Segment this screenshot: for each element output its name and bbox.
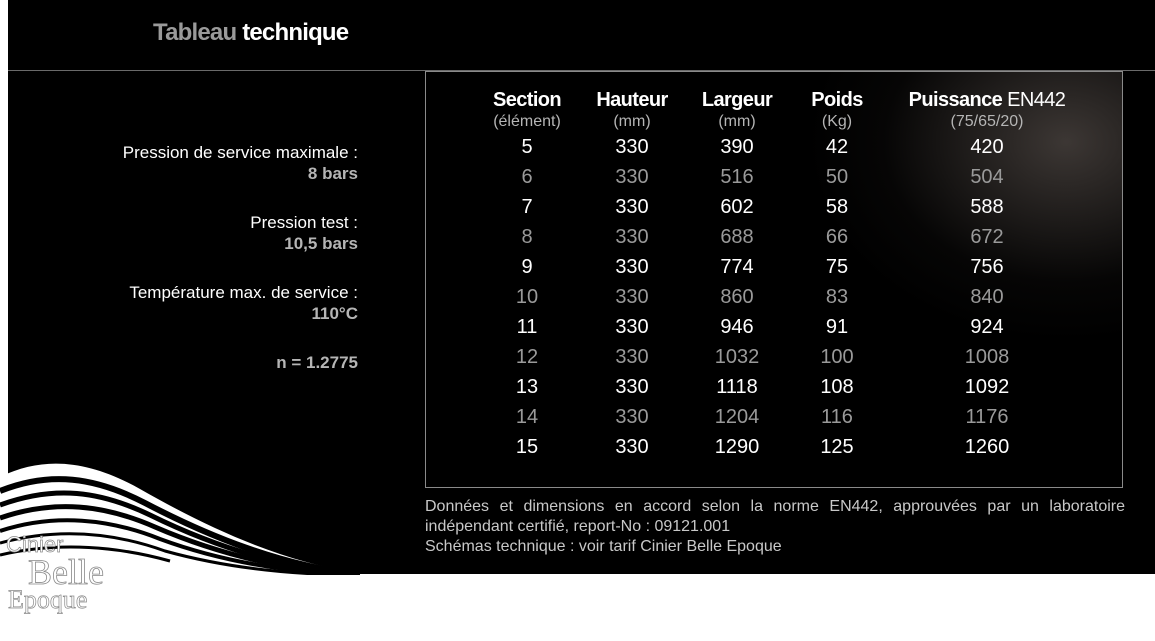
table-cell-largeur: 688 (720, 226, 754, 248)
column-unit: (Kg) (821, 113, 853, 130)
column-unit: (75/65/20) (950, 113, 1024, 130)
table-cell-puissance: 420 (970, 136, 1004, 158)
table-cell-hauteur: 330 (615, 376, 649, 398)
footnote-line: indépendant certifié, report-No : 09121.001 (425, 518, 731, 535)
column-header-poids: Poids (811, 89, 863, 111)
table-cell-puissance: 756 (970, 256, 1004, 278)
table-cell-puissance: 840 (970, 286, 1004, 308)
table-cell-largeur: 1032 (714, 346, 760, 368)
table-row (474, 192, 1090, 222)
technical-table-box (425, 71, 1123, 488)
table-cell-poids: 58 (825, 196, 849, 218)
column-header-puissance-suffix: EN442 (1007, 89, 1066, 111)
table-cell-largeur: 860 (720, 286, 754, 308)
table-row (474, 402, 1090, 432)
table-cell-largeur: 1290 (714, 436, 760, 458)
table-cell-poids: 42 (825, 136, 849, 158)
spec-max-temperature (38, 282, 358, 324)
table-cell-poids: 108 (820, 376, 854, 398)
spec-test-pressure (38, 212, 358, 254)
column-header-largeur: Largeur (701, 89, 773, 111)
table-cell-poids: 116 (821, 406, 853, 428)
table-cell-hauteur: 330 (615, 436, 649, 458)
table-cell-puissance: 1260 (964, 436, 1010, 458)
footnote (425, 497, 1125, 557)
column-header-puissance-label: Puissance (908, 89, 1003, 111)
table-row (474, 252, 1090, 282)
table-cell-hauteur: 330 (615, 256, 649, 278)
table-cell-poids: 66 (825, 226, 849, 248)
table-cell-largeur: 1118 (716, 376, 758, 398)
table-cell-puissance: 588 (970, 196, 1004, 218)
table-header-row (474, 88, 1090, 112)
table-cell-poids: 83 (825, 286, 849, 308)
table-cell-poids: 125 (820, 436, 854, 458)
page-title-part2: technique (242, 19, 349, 46)
table-cell-largeur: 516 (720, 166, 754, 188)
column-header-puissance (884, 88, 1090, 112)
table-cell-poids: 91 (825, 316, 849, 338)
table-cell-section: 9 (521, 256, 533, 278)
table-unit-row (474, 112, 1090, 132)
column-header-hauteur: Hauteur (596, 89, 668, 111)
table-row (474, 282, 1090, 312)
table-cell-section: 13 (515, 376, 539, 398)
table-row (474, 342, 1090, 372)
table-cell-section: 6 (521, 166, 533, 188)
table-cell-puissance: 1092 (964, 376, 1010, 398)
specifications-list (38, 142, 358, 401)
table-row (474, 222, 1090, 252)
table-cell-puissance: 1008 (964, 346, 1010, 368)
table-cell-section: 5 (521, 136, 533, 158)
technical-table (474, 88, 1090, 462)
table-cell-hauteur: 330 (615, 316, 649, 338)
footnote-line: Schémas technique : voir tarif Cinier Belle Epoque (425, 538, 782, 555)
table-cell-section: 10 (515, 286, 539, 308)
table-cell-hauteur: 330 (615, 406, 649, 428)
column-unit: (mm) (718, 113, 756, 130)
table-cell-largeur: 390 (720, 136, 754, 158)
column-unit: (mm) (613, 113, 651, 130)
table-cell-hauteur: 330 (615, 226, 649, 248)
table-cell-hauteur: 330 (615, 346, 649, 368)
table-cell-puissance: 672 (970, 226, 1004, 248)
table-body (474, 132, 1090, 462)
table-cell-hauteur: 330 (615, 196, 649, 218)
table-cell-hauteur: 330 (615, 136, 649, 158)
spec-label: Pression de service maximale : (122, 143, 358, 162)
table-cell-hauteur: 330 (615, 166, 649, 188)
table-cell-poids: 75 (825, 256, 849, 278)
table-cell-section: 7 (521, 196, 533, 218)
spec-value: 110°C (311, 304, 358, 323)
page-title (153, 18, 348, 48)
footnote-line: Données et dimensions en accord selon la norme EN442, approuvées par un laboratoire (425, 498, 1125, 515)
table-cell-poids: 50 (825, 166, 849, 188)
cinier-belle-epoque-logo (2, 522, 122, 622)
spec-value: 10,5 bars (284, 234, 358, 253)
table-cell-section: 14 (515, 406, 539, 428)
table-row (474, 132, 1090, 162)
column-header-section: Section (492, 89, 562, 111)
table-cell-poids: 100 (820, 346, 854, 368)
spec-max-pressure (38, 142, 358, 184)
table-cell-largeur: 1204 (714, 406, 760, 428)
spec-value: 8 bars (307, 164, 358, 183)
logo-text-cinier: Cinier (6, 532, 64, 557)
table-cell-puissance: 1176 (965, 406, 1009, 428)
spec-n-coefficient (38, 352, 358, 373)
table-cell-puissance: 924 (970, 316, 1004, 338)
table-cell-section: 12 (515, 346, 539, 368)
table-cell-largeur: 946 (720, 316, 754, 338)
page-title-part1: Tableau (153, 19, 237, 46)
table-cell-puissance: 504 (970, 166, 1004, 188)
column-unit: (élément) (493, 113, 561, 130)
spec-label: Température max. de service : (129, 283, 358, 302)
table-row (474, 162, 1090, 192)
table-row (474, 312, 1090, 342)
logo-text-belle: Belle (28, 552, 104, 592)
table-row (474, 372, 1090, 402)
table-cell-hauteur: 330 (615, 286, 649, 308)
logo-text-epoque: Epoque (8, 585, 88, 614)
table-row (474, 432, 1090, 462)
spec-value: n = 1.2775 (276, 353, 358, 372)
table-cell-largeur: 774 (720, 256, 754, 278)
table-cell-largeur: 602 (720, 196, 754, 218)
table-cell-section: 11 (516, 316, 538, 338)
spec-label: Pression test : (250, 213, 358, 232)
table-cell-section: 15 (515, 436, 539, 458)
table-cell-section: 8 (521, 226, 533, 248)
